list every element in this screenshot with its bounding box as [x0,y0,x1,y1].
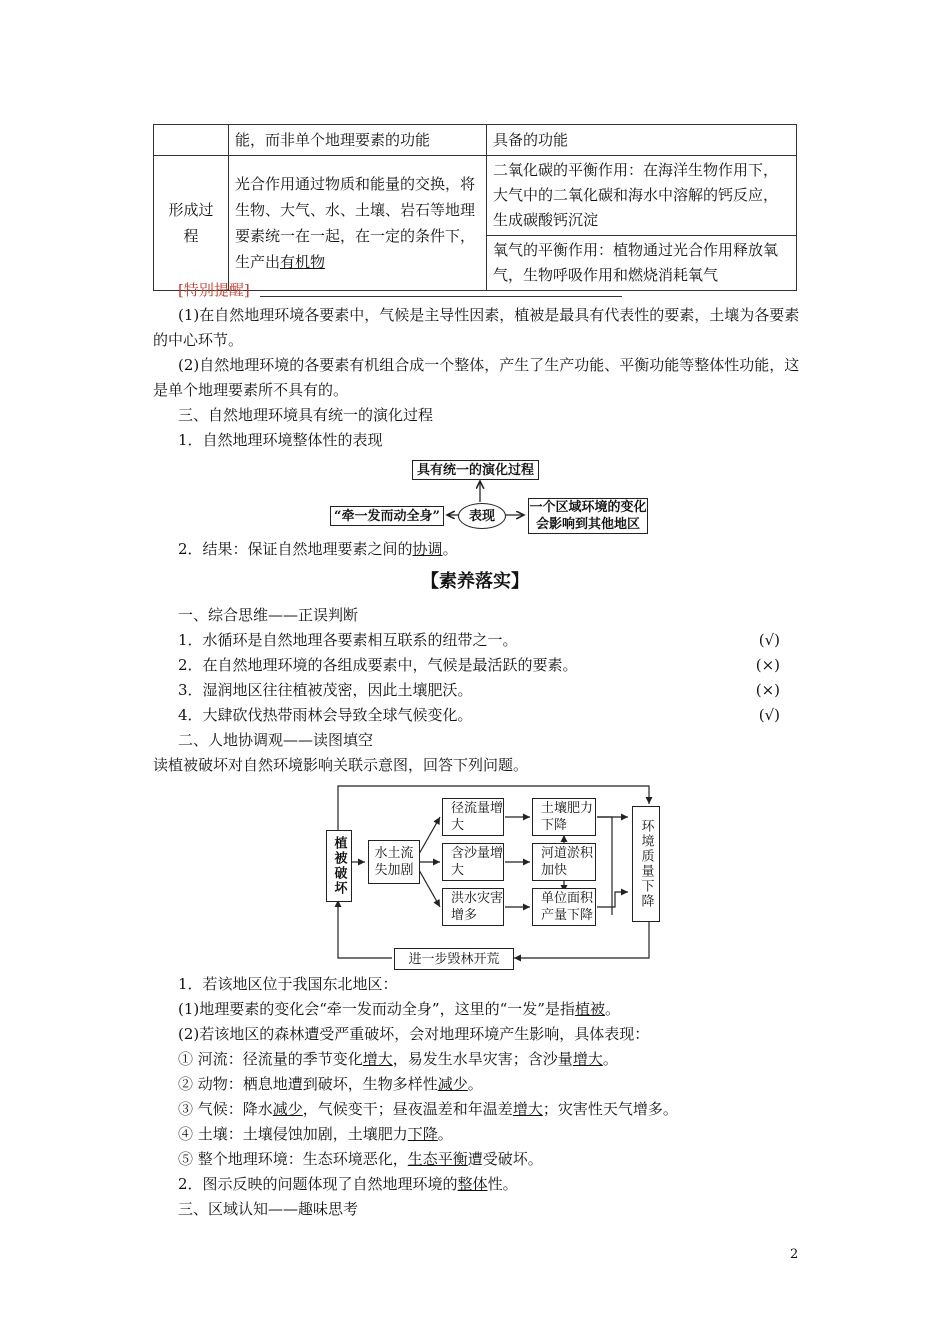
veg-box: 植被破坏 [326,830,352,902]
answer-text: 植被 [574,1000,605,1018]
fertility-box: 土壤肥力下降 [532,798,596,836]
flood-box: 洪水灾害增多 [442,888,504,926]
diagram-center-oval: 表现 [458,503,506,529]
list-item: 1．水循环是自然地理各要素相互联系的纽带之一。 (√) [178,631,780,649]
answer-text: 减少 [437,1075,468,1093]
table-row [154,156,797,236]
answer-text: 增大 [512,1100,543,1118]
item-text: 1．自然地理环境整体性的表现 [178,431,383,449]
tip-divider [260,296,622,297]
table-cell: 氧气的平衡作用：植物通过光合作用释放氧气，生物呼吸作用和燃烧消耗氧气 [487,236,797,291]
answer-line: ④ 土壤：土壤侵蚀加剧，土壤肥力下降。 [178,1125,453,1143]
vegetation-diagram [322,782,662,968]
table-cell: 能，而非单个地理要素的功能 [229,125,487,156]
row-label: 形成过程 [154,156,229,291]
diagram-left-box: “牵一发而动全身” [330,506,444,526]
table-cell: 具备的功能 [487,125,797,156]
tip-paragraph-2: (2)自然地理环境的各要素有机组合成一个整体，产生了生产功能、平衡功能等整体性功能，这是单个地理要素所不具有的。 [153,356,800,399]
answer-text: 增大 [572,1050,603,1068]
question-1: 1．若该地区位于我国东北地区： [178,975,398,993]
section-heading: 【素养落实】 [421,571,529,592]
item-text: 2．结果：保证自然地理要素之间的协调。 [178,540,458,558]
question-2: 2．图示反映的问题体现了自然地理环境的整体性。 [178,1175,518,1193]
diagram-top-box: 具有统一的演化过程 [412,460,539,480]
list-item: 2．在自然地理环境的各组成要素中，气候是最活跃的要素。 (×) [178,656,780,674]
evolution-diagram [330,458,650,534]
answer-line: ③ 气候：降水减少，气候变干；昼夜温差和年温差增大；灾害性天气增多。 [178,1100,678,1118]
answer-text: 增大 [362,1050,393,1068]
env-box: 环境质量下降 [632,806,660,922]
table-row [154,125,797,156]
list-item: 4．大肆砍伐热带雨林会导致全球气候变化。 (√) [178,706,780,724]
intro-text: 读植被破坏对自然环境影响关联示意图，回答下列问题。 [153,756,529,774]
tip-label: [特别提醒] [178,281,250,299]
list-item: 3．湿润地区往往植被茂密，因此土壤肥沃。 (×) [178,681,780,699]
section-title: 三、自然地理环境具有统一的演化过程 [178,406,434,424]
answer-line: ① 河流：径流量的季节变化增大，易发生水旱灾害；含沙量增大。 [178,1050,618,1068]
answer-text: 有机物 [280,253,326,271]
answer-line: ② 动物：栖息地遭到破坏，生物多样性减少。 [178,1075,483,1093]
answer-text: 协调 [412,540,443,558]
answer-line: ⑤ 整个地理环境：生态环境恶化，生态平衡遭受破坏。 [178,1150,543,1168]
quiz-list [178,628,780,728]
tip-paragraph-1: (1)在自然地理环境各要素中，气候是主导性因素，植被是最具有代表性的要素，土壤为各要素的中心环节。 [153,306,800,349]
diagram-right-box: 一个区域环境的变化会影响到其他地区 [529,500,647,532]
section-title: 三、区域认知——趣味思考 [178,1200,359,1218]
soil-loss-box: 水土流失加剧 [368,840,420,884]
table-cell [229,156,487,291]
comparison-table [153,124,797,291]
table-cell: 二氧化碳的平衡作用：在海洋生物作用下，大气中的二氧化碳和海水中溶解的钙反应，生成碳酸钙沉淀 [487,156,797,236]
further-box: 进一步毁林开荒 [394,948,514,970]
section-title: 二、人地协调观——读图填空 [178,731,374,749]
page-number: 2 [790,1247,799,1262]
answer-line: (2)若该地区的森林遭受严重破坏，会对地理环境产生影响，具体表现： [178,1025,650,1043]
answer-line: (1)地理要素的变化会“牵一发而动全身”，这里的“一发”是指植被。 [178,1000,620,1018]
yield-box: 单位面积产量下降 [532,888,596,926]
quiz-title: 一、综合思维——正误判断 [178,606,359,624]
cell-text: 光合作用通过物质和能量的交换，将生物、大气、水、土壤、岩石等地理要素统一在一起，在一定的条件下，生产出 [235,175,476,271]
silting-box: 河道淤积加快 [532,843,596,881]
answer-text: 生态平衡 [407,1150,468,1168]
answer-text: 减少 [272,1100,303,1118]
sediment-box: 含沙量增大 [442,843,504,881]
runoff-box: 径流量增大 [442,798,504,836]
table-cell [154,125,229,156]
answer-text: 整体 [457,1175,488,1193]
answer-text: 下降 [407,1125,438,1143]
